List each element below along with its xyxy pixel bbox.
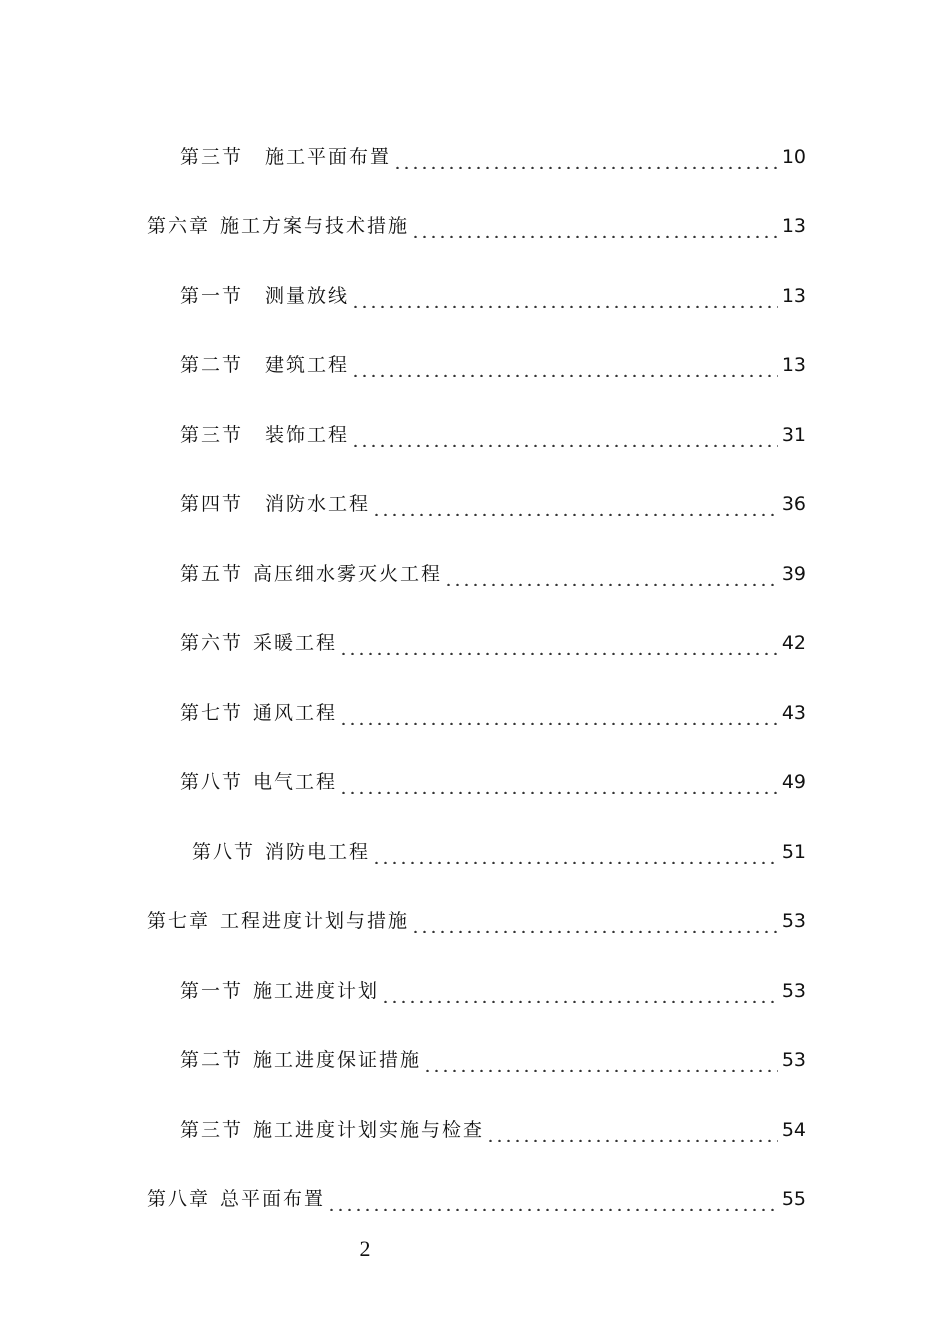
toc-entry-title: 施工进度计划 <box>253 980 380 1002</box>
dot-leader <box>372 840 778 864</box>
toc-entry-prefix: 第一节 <box>180 285 244 307</box>
toc-entry-prefix: 第四节 <box>180 493 244 515</box>
dot-leader <box>411 214 778 238</box>
toc-entry[interactable] <box>180 411 806 447</box>
dot-leader <box>339 631 778 655</box>
toc-entry[interactable] <box>180 619 806 655</box>
toc-entry-prefix: 第三节 <box>180 146 244 168</box>
toc-entry-page: 31 <box>781 424 806 446</box>
toc-entry-title: 通风工程 <box>253 702 338 724</box>
dot-leader <box>351 423 778 447</box>
toc-entry[interactable] <box>180 689 806 725</box>
dot-leader <box>381 979 778 1003</box>
toc-entry-page: 53 <box>781 1049 806 1071</box>
toc-entry[interactable] <box>192 828 806 864</box>
toc-entry-title: 施工进度保证措施 <box>253 1049 422 1071</box>
toc-entry-title: 建筑工程 <box>265 354 350 376</box>
toc-entry-title: 消防水工程 <box>265 493 371 515</box>
toc-entry-title: 高压细水雾灭火工程 <box>253 563 443 585</box>
dot-leader <box>339 770 778 794</box>
toc-entry-prefix: 第八节 <box>192 841 256 863</box>
footer-page-number: 2 <box>359 1236 371 1261</box>
toc-entry-title: 施工进度计划实施与检查 <box>253 1119 485 1141</box>
dot-leader <box>423 1048 778 1072</box>
toc-entry-prefix: 第八章 <box>147 1188 211 1210</box>
toc-entry[interactable] <box>180 1036 806 1072</box>
toc-entry[interactable] <box>147 1175 806 1211</box>
toc-entry-page: 13 <box>781 215 806 237</box>
toc-entry-prefix: 第二节 <box>180 1049 244 1071</box>
toc-entry-page: 36 <box>781 493 806 515</box>
toc-entry-page: 13 <box>781 285 806 307</box>
dot-leader <box>327 1187 778 1211</box>
toc-entry-prefix: 第五节 <box>180 563 244 585</box>
toc-entry-prefix: 第六节 <box>180 632 244 654</box>
toc-entry-page: 42 <box>781 632 806 654</box>
toc-entry[interactable] <box>147 897 806 933</box>
toc-entry-title: 电气工程 <box>253 771 338 793</box>
toc-entry-page: 10 <box>781 146 806 168</box>
toc-entry[interactable] <box>180 272 806 308</box>
toc-entry-prefix: 第七章 <box>147 910 211 932</box>
toc-entry-title: 工程进度计划与措施 <box>220 910 410 932</box>
toc-entry-title: 施工平面布置 <box>265 146 392 168</box>
toc-entry-page: 13 <box>781 354 806 376</box>
dot-leader <box>444 562 778 586</box>
toc-entry-page: 39 <box>781 563 806 585</box>
toc-entry-prefix: 第三节 <box>180 1119 244 1141</box>
toc-entry-page: 53 <box>781 980 806 1002</box>
dot-leader <box>351 284 778 308</box>
toc-entry-title: 总平面布置 <box>220 1188 326 1210</box>
toc-entry[interactable] <box>180 1106 806 1142</box>
dot-leader <box>393 145 778 169</box>
toc-entry[interactable] <box>180 550 806 586</box>
toc-entry-page: 54 <box>781 1119 806 1141</box>
dot-leader <box>486 1118 778 1142</box>
toc-entry-prefix: 第七节 <box>180 702 244 724</box>
toc-entry-prefix: 第八节 <box>180 771 244 793</box>
toc-entry-title: 装饰工程 <box>265 424 350 446</box>
toc-entry-title: 施工方案与技术措施 <box>220 215 410 237</box>
toc-entry[interactable] <box>180 967 806 1003</box>
toc-entry-title: 消防电工程 <box>265 841 371 863</box>
toc-entry-page: 53 <box>781 910 806 932</box>
toc-entry[interactable] <box>180 758 806 794</box>
toc-entry-page: 43 <box>781 702 806 724</box>
toc-entry-page: 49 <box>781 771 806 793</box>
toc-entry[interactable] <box>180 341 806 377</box>
dot-leader <box>339 701 778 725</box>
toc-entry[interactable] <box>147 202 806 238</box>
toc-entry-prefix: 第三节 <box>180 424 244 446</box>
toc-entry-prefix: 第二节 <box>180 354 244 376</box>
toc-entry-page: 55 <box>781 1188 806 1210</box>
dot-leader <box>372 492 778 516</box>
toc-entry-title: 测量放线 <box>265 285 350 307</box>
toc-entry-page: 51 <box>781 841 806 863</box>
toc-entry-prefix: 第一节 <box>180 980 244 1002</box>
toc-entry[interactable] <box>180 133 806 169</box>
dot-leader <box>351 353 778 377</box>
toc-entry-title: 采暖工程 <box>253 632 338 654</box>
toc-entry-prefix: 第六章 <box>147 215 211 237</box>
dot-leader <box>411 909 778 933</box>
toc-entry[interactable] <box>180 480 806 516</box>
